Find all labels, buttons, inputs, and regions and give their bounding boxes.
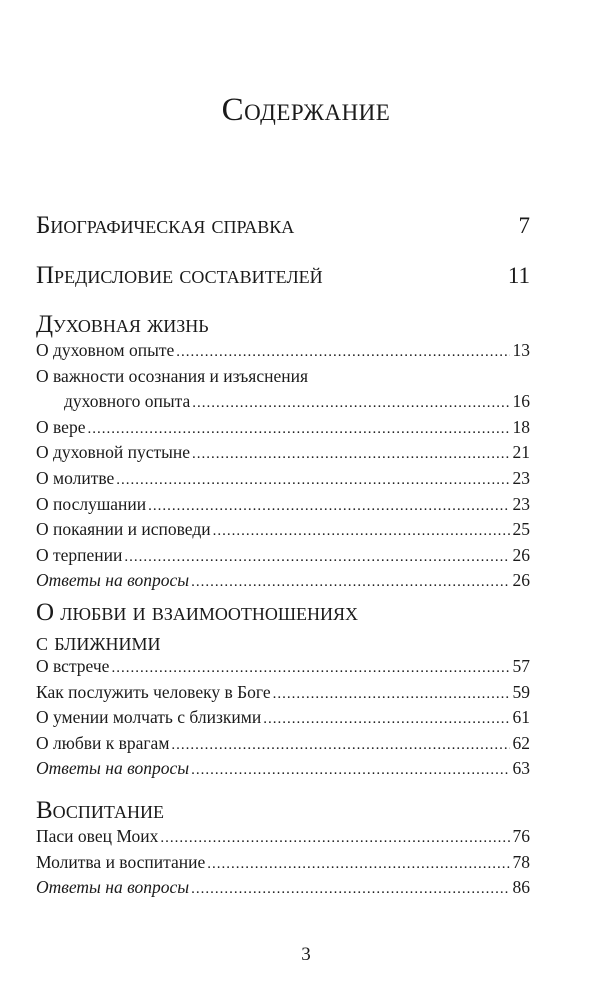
dot-leader [191,758,509,784]
entry-title-cont: духовного опыта [64,391,191,412]
section-heading-line: с ближними [36,629,161,656]
dot-leader [176,340,509,366]
dot-leader [213,519,510,545]
entry-title: О вере [36,416,86,437]
dot-leader [263,707,509,733]
dot-leader [191,877,509,903]
toc-entry [36,389,530,415]
toc-entry [36,824,530,850]
entry-title: О молитве [36,467,115,488]
entry-title: Как послужить человеку в Боге [36,681,271,702]
toc-entry [36,705,530,731]
entry-title: О терпении [36,544,123,565]
entry-title: Предисловие составителей [36,262,323,289]
entry-page: 26 [512,544,530,565]
entry-page: 63 [512,758,530,779]
entry-title: О духовной пустыне [36,442,191,463]
toc-entry [36,415,530,441]
entry-page: 62 [512,732,530,753]
entry-title: О послушании [36,493,147,514]
entry-title: О важности осознания и изъяснения [36,365,309,386]
section-heading [36,796,530,826]
entry-title: О умении молчать с близкими [36,707,262,728]
toc-entry [36,543,530,569]
entry-page: 78 [512,851,530,872]
entry-title: Паси овец Моих [36,826,159,846]
entry-title: О духовном опыте [36,340,175,360]
toc-entry [36,850,530,876]
dot-leader [160,826,509,852]
section-heading [36,310,530,340]
section-heading [36,598,530,658]
section-heading-line: Воспитание [36,797,164,824]
section-heading-line: О любви и взаимоотношениях [36,599,359,626]
entry-page: 23 [512,467,530,488]
toc-entry [36,875,530,901]
dot-leader [191,570,509,596]
entry-page: 57 [512,656,530,676]
toc-entry [36,440,530,466]
entry-title: Ответы на вопросы [36,570,190,591]
toc-entry [36,568,530,594]
page-title: Содержание [221,92,391,128]
entry-page: 26 [512,570,530,591]
section-entries [36,824,530,901]
entry-page: 59 [512,681,530,702]
entry-page: 7 [518,213,530,238]
toc-major-entry [36,212,530,240]
toc-entry-line [36,364,530,390]
entry-page: 21 [512,442,530,463]
toc-entry [36,517,530,543]
entry-title: Биографическая справка [36,212,295,239]
entry-page: 25 [512,519,530,540]
toc-major-entry [36,262,530,290]
dot-leader [111,656,509,682]
toc-entry [36,680,530,706]
dot-leader [87,417,509,443]
dot-leader [192,442,509,468]
entry-title: О встрече [36,656,110,676]
entry-title: Ответы на вопросы [36,877,190,898]
entry-page: 18 [512,416,530,437]
page-number: 3 [301,944,311,965]
entry-page: 13 [512,340,530,360]
dot-leader [192,391,509,417]
toc-entry [36,338,530,364]
dot-leader [207,852,509,878]
toc-entry [36,654,530,680]
toc-entry [36,466,530,492]
entry-page: 23 [512,493,530,514]
entry-page: 11 [507,263,530,288]
dot-leader [148,494,509,520]
entry-title: О любви к врагам [36,732,170,753]
entry-page: 86 [512,877,530,898]
toc-entry [36,492,530,518]
dot-leader [124,545,509,571]
dot-leader [116,468,509,494]
section-entries [36,654,530,782]
entry-page: 76 [512,826,530,846]
section-heading-line: Духовная жизнь [36,311,209,338]
entry-title: Ответы на вопросы [36,758,190,779]
dot-leader [171,733,509,759]
entry-page: 61 [512,707,530,728]
entry-title: О покаянии и исповеди [36,519,211,540]
section-entries [36,338,530,594]
toc-entry [36,731,530,757]
toc-entry [36,756,530,782]
entry-title: Молитва и воспитание [36,851,206,872]
dot-leader [273,682,510,708]
entry-page: 16 [512,391,530,412]
